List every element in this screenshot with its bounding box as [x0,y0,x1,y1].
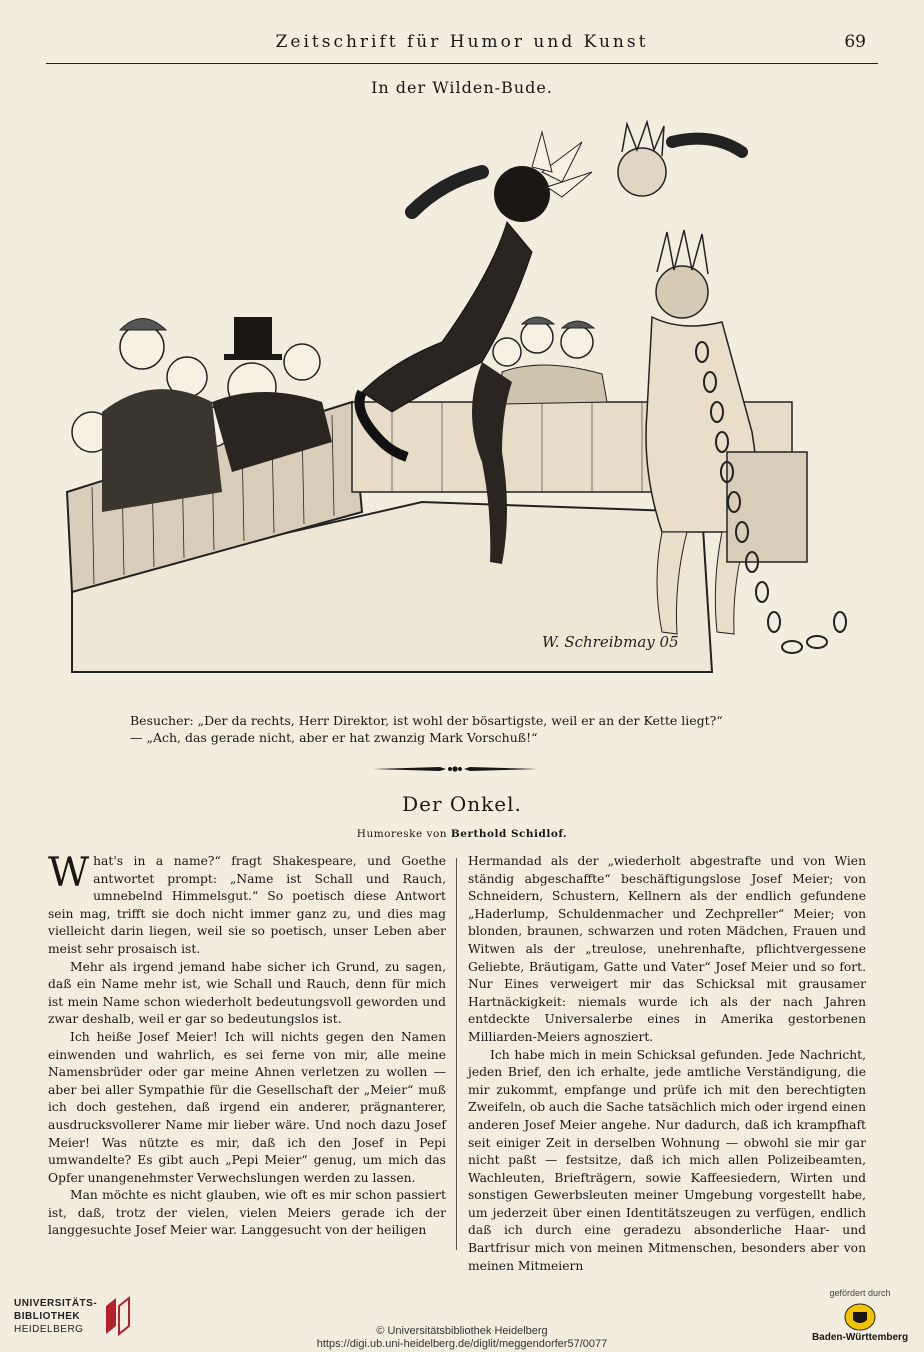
cartoon-illustration [62,112,862,702]
illustration-title: In der Wilden-Bude. [371,78,553,97]
paragraph: Ich heiße Josef Meier! Ich will nichts gegen den Namen einwenden und wahrlich, es sei ferne von mir, alle meine Namensbrüder oder gar meine Ahnen verletzen zu wollen — aber bei aller Sympathie für die Gesellschaft der „Meier“ muß ich doch gestehen, daß irgend ein anderer, prägnanterer, ausdrucksvollerer Name mir lieber wäre. Und noch dazu Josef Meier! Was nützte es mir, daß ich den Josef in Pepi umwandelte? Es gibt auch „Pepi Meier“ genug, um mich das Opfer unangenehmster Verwechslungen werden zu lassen. [48,1029,446,1185]
text-column-right [468,853,866,1275]
byline-prefix: Humoreske von [356,828,448,840]
sponsor-badge[interactable] [810,1288,910,1343]
paragraph: Mehr als irgend jemand habe sicher ich Grund, zu sagen, daß ein Name mehr ist, wie Schall und Rauch, denn für mich ist mein Name schon wiederholt bedeutungsvoll geworden und zwar deshalb, weil er gar so bedeutungslos ist. [48,959,446,1027]
viewer-footer [0,1280,924,1352]
byline [0,828,924,840]
page-header [46,30,878,64]
artist-signature: W. Schreibmay 05 [542,633,679,651]
bw-crest-icon [843,1302,877,1332]
paragraph: Ich habe mich in mein Schicksal gefunden. Jede Nachricht, jeden Brief, den ich erhalte, jede amtliche Verständigung, die mir zukommt, empfange und prüfe ich mit den berechtigten Zweifeln, ob auch die Sache tatsächlich mich oder irgend einen anderen Josef Meier angehe. Nur dadurch, daß ich krampfhaft seit einiger Zeit in derselben Wohnung — obwohl sie mir gar nicht paßt — festsitze, daß ich mich allen Polizeibeamten, Wachleuten, Briefträgern, sowie Kaffeesiedern, Wirten und sonstigen Gewerbsleuten meiner Umgebung vorgestellt habe, um jederzeit über einen Identitätszeugen zu verfügen, endlich daß ich durch eine geradezu absonderliche Haar- und Bartfrisur mich von meinen Mitmenschen, besonders aber von meinen Mitmeiern [468,1047,866,1273]
ub-heidelberg-logo[interactable]: UNIVERSITÄTS- BIBLIOTHEK HEIDELBERG [14,1294,144,1340]
author-name: Berthold Schidlof. [450,828,568,840]
paragraph: Man möchte es nicht glauben, wie oft es mir schon passiert ist, daß, trotz der vielen, vielen Meiers gerade ich der langgesuchte Josef Meier war. Langgesucht von der heiligen [48,1188,446,1238]
paragraph: Hermandad als der „wiederholt abgestrafte und von Wien ständig abgeschaffte“ beschäftigungslose Josef Meier; von Schneidern, Schustern, Kellnern als der endlich gefundene „Haderlump, Schuldenmacher und Zechpreller“ Meier; von blonden, braunen, schwarzen und roten Mädchen, Frauen und Witwen als der „treulose, unehrenhafte, pflichtvergessene Geliebte, Bräutigam, Gatte und Vater“ Josef Meier und so fort. Nur Eines verweigert mir das Schicksal mit grausamer Hartnäckigkeit: niemals wurde ich als der nach Jahren entdeckte Universalerbe eines in Amerika gestorbenen Milliarden-Meiers agnosziert. [468,854,866,1044]
paragraph: What's in a name?“ fragt Shakespeare, und Goethe antwortet prompt: „Name ist Schall und Rauch, umnebelnd Himmelsgut.“ So poetisch diese Antwort sein mag, trifft sie doch nicht immer ganz zu, und dies mag vielleicht darin liegen, weil sie so poetisch, unser Leben aber meist sehr prosaisch ist. [48,850,446,956]
drop-cap: W [48,850,90,896]
column-divider [456,858,457,1250]
text-column-left [48,850,446,1240]
caption-line: Besucher: „Der da rechts, Herr Direktor, ist wohl der bösartigste, weil er an der Kette liegt?“ [130,713,723,728]
sponsor-label: gefördert durch [829,1288,891,1298]
permalink-url[interactable]: https://digi.ub.uni-heidelberg.de/diglit/meggendorfer57/0077 [316,1338,608,1350]
copyright-notice: © Universitätsbibliothek Heidelberg [376,1325,548,1337]
journal-title: Zeitschrift für Humor und Kunst [275,32,649,52]
story-title: Der Onkel. [402,792,522,816]
sponsor-name: Baden-Württemberg [811,1332,909,1343]
illustration-caption [130,712,810,746]
page-number: 69 [844,32,866,52]
caption-line: — „Ach, das gerade nicht, aber er hat zwanzig Mark Vorschuß!“ [130,730,538,745]
header-rule [46,63,878,64]
section-ornament [370,762,540,776]
